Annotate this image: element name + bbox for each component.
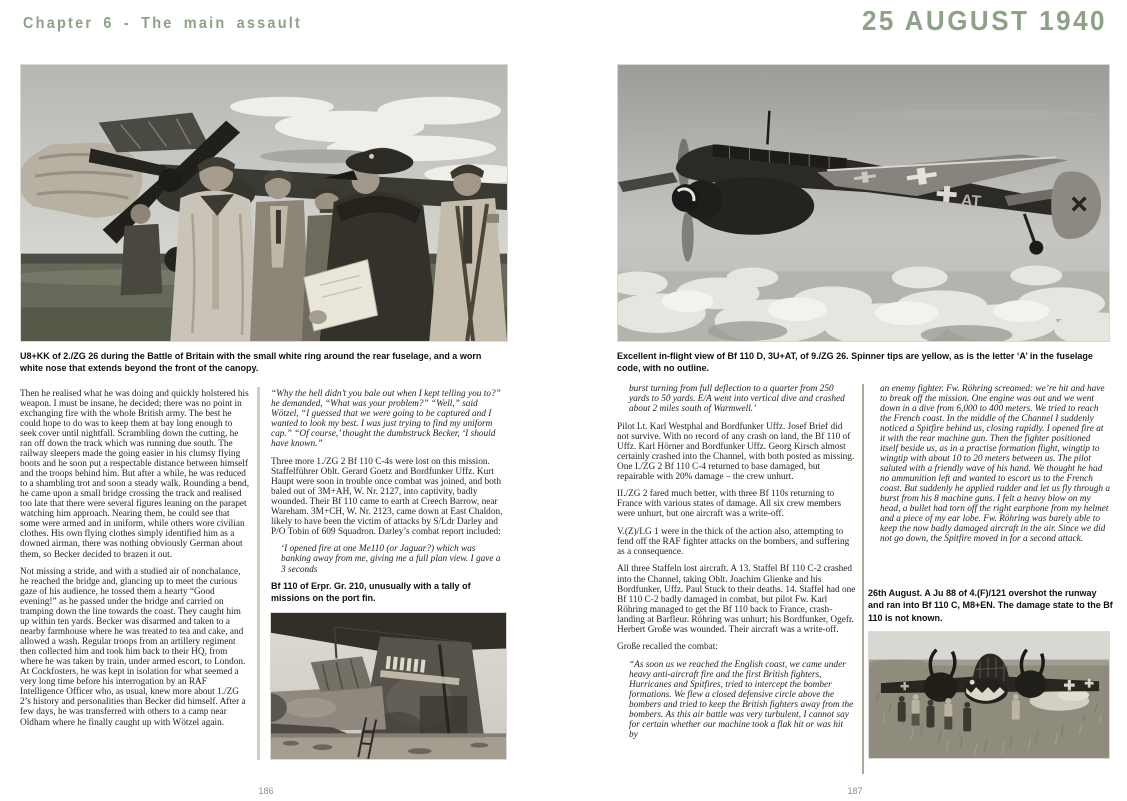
body-paragraph: All three Staffeln lost aircraft. A 13. Staffel Bf 110 C-2 crashed into the Channel, taking Oblt. Joachim Glienke and his Bordfunker, Uffz. Paul Stuck to their deaths. 14. Staffel had one Bf 110 C-2 badly damaged in combat, but pilot Fw. Karl Röhring managed to get the Bf 110 back to France, crash-landing at Barfleur. Röhring was unhurt; his Bordfunker, Ogefr. Herbert Große was wounded. Their aircraft was a write-off.: [617, 564, 856, 635]
left-photo-caption: U8+KK of 2./ZG 26 during the Battle of Britain with the small white ring around the rear fuselage, and a worn white nose that extends beyond the front of the canopy.: [20, 351, 482, 374]
photo-tailfin-tally: [270, 612, 507, 760]
photo-crew-briefing: [20, 64, 508, 342]
crash-photo-caption: 26th August. A Ju 88 of 4.(F)/121 overshot the runway and ran into Bf 110 C, M8+EN. The damage state to the Bf 110 is not known.: [868, 588, 1113, 623]
left-column-1: [20, 389, 250, 765]
page-number-left: 186: [258, 786, 274, 796]
body-paragraph: Große recalled the combat:: [617, 642, 718, 653]
dialogue-quote: “Why the hell didn’t you bale out when I kept telling you to?” he demanded, “What was your problem?” “Well,” said Wötzel, “I guessed that we were going to be captured and I wanted to look my best. I was just trying to find my uniform cap.” “Of course,’ thought the dumbstruck Becker, ‘I should have known.”: [271, 389, 501, 450]
column-divider: [257, 387, 260, 760]
combat-report-quote: ‘I opened fire at one Me110 (or Jaguar?) which was banking away from me, giving me a full plan view. I gave a 3 seconds: [281, 544, 501, 575]
left-column-2: [271, 389, 507, 577]
photo-bf110-inflight: [617, 64, 1110, 342]
body-paragraph: Not missing a stride, and with a studied air of nonchalance, he reached the bridge and, glancing up to meet the curious gaze of his audience, he tossed them a hearty “Good evening!” as he passed under the bridge and carried on tramping down the line towards the coast. They caught him up within ten yards. Becker was disarmed and taken to a nearby farmhouse where he was treated to tea and cake, and allowed a wash. Regular troops from an artillery regiment then collected him and took him back to their HQ, from where he was taken by train, under armed escort, to London. At Cockfosters, he was kept in isolation for what seemed a very long time before his interrogation by an RAF Intelligence Officer who, as usual, knew more about 1./ZG 2’s history and personalities than Becker did himself. After a few days, he was transferred with others to a camp near Oldham where he finally caught up with Wötzel again.: [20, 567, 246, 728]
body-paragraph: Then he realised what he was doing and quickly holstered his weapon. I must be insane, he decided; there was no point in exchanging fire with the whole British army. The best he could hope to do was to keep them at bay long enough to seek cover until nightfall. Scrambling down the cutting, he ran off down the track which was running due south. The railway sleepers made the going easier in his clumsy flying boots and he soon put a respectable distance between himself and the troops behind him. But after a while, he was reduced to a shambling trot and soon a steady walk. Rounding a bend, he came upon a small bridge crossing the track and realised too late that there were several figures leaning on the parapet watching him approach. Nearing them, he could see that some were armed and in uniform, while others wore civilian clothes. His own flying clothes simply identified him as a downed airman, there was nothing obviously German about them, so Becker decided to brazen it out.: [20, 389, 250, 560]
page-number-right: 187: [847, 786, 863, 796]
date-header: 25 AUGUST 1940: [861, 5, 1107, 37]
right-photo-caption: Excellent in-flight view of Bf 110 D, 3U+AT, of 9./ZG 26. Spinner tips are yellow, as is the letter ‘A’ in the fuselage code, with no outline.: [617, 351, 1093, 374]
right-column-2: [868, 384, 1110, 582]
combat-quote-continuation: an enemy fighter. Fw. Röhring screamed: we’re hit and have to break off the mission. One engine was out and we went down in a dive from 6,000 to 400 meters. We tried to reach the French coast. In the middle of the Channel I suddenly noticed a Spitfire behind us, closing rapidly. I opened fire at it with the rear machine gun. Then the fighter positioned itself beside us, as in a practise formation flight, wingtip to wingtip with about 10 to 20 meters between us. The pilot saluted with a friendly wave of his hand. We thought he had no ammunition left and wanted to escort us to the French coast. But suddenly he applied rudder and let us fly through a burst from his 8 machine guns. I felt a heavy blow on my head, a bullet had torn off the right earphone from my helmet and a piece of my ear lobe. Fw. Röhring was barely able to keep the now badly damaged aircraft in the air. Since we did not go down, the Spitfire moved in for a second attack.: [880, 384, 1110, 545]
body-paragraph: Pilot Lt. Karl Westphal and Bordfunker Uffz. Josef Brief did not survive. With no record of any crash on land, the Bf 110 of Uffz. Karl Hörner and Bordfunker Uffz. Georg Kirsch almost certainly crashed into the Channel, with both posted as missing. One I./ZG 2 Bf 110 C-4 returned to base damaged, but repairable with 20% damage – the crew unhurt.: [617, 421, 855, 482]
column-divider: [862, 384, 864, 774]
fuselage-code-text: AT: [960, 192, 982, 211]
chapter-header: Chapter 6 - The main assault: [23, 15, 303, 33]
tailfin-photo-caption: Bf 110 of Erpr. Gr. 210, unusually with a tally of missions on the port fin.: [271, 581, 471, 604]
body-paragraph: Three more 1./ZG 2 Bf 110 C-4s were lost on this mission. Staffelführer Oblt. Gerard Goetz and Bordfunker Uffz. Kurt Haupt were soon in trouble once combat was joined, and both baled out of 3M+AH, W. Nr. 2127, into captivity, badly wounded. Their Bf 110 came to earth at Creech Barrow, near Wareham. 3M+CH, W. Nr. 2123, came down at East Chaldon, likely to have been the victim of attacks by S/Ldr Darley and P/O Tobin of 609 Squadron. Darley’s combat report included:: [271, 456, 503, 537]
body-paragraph: II./ZG 2 fared much better, with three Bf 110s returning to France with various states of damage. All six crew members were unhurt, but one aircraft was a write-off.: [617, 489, 842, 520]
combat-quote: “As soon as we reached the English coast, we came under heavy anti-aircraft fire and the first British fighters, Hurricanes and Spitfires, tried to intercept the bomber formations. We flew a closed defensive circle above the bombers and tried to keep the British fighters away from the bombers. As this air battle was very turbulent, I cannot say for certain whether our machine took a flak hit or was hit by: [629, 659, 854, 740]
body-paragraph: V.(Z)/LG 1 were in the thick of the action also, attempting to fend off the RAF fighter attacks on the bombers, and suffering as a consequence.: [617, 526, 850, 557]
combat-report-quote-continuation: burst turning from full deflection to a quarter from 250 yards to 50 yards. E/A went into vertical dive and crashed about 2 miles south of Warmwell.’: [629, 384, 845, 415]
photo-crashed-bf110: [868, 631, 1110, 759]
right-column-1: [617, 384, 856, 776]
